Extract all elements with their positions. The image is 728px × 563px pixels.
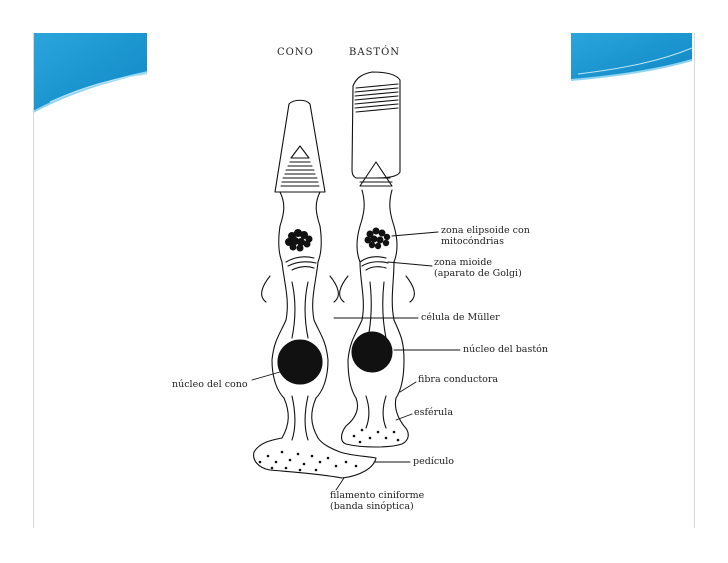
rod-spherule-vesicles [353,429,400,444]
label-ellipsoid-2: mitocóndrias [441,236,504,247]
label-ellipsoid: zona elipsoide con [441,225,530,236]
rod-mitochondria [365,228,391,250]
rod-cell [340,72,415,447]
cone-cell [254,100,376,478]
label-spherule: esférula [414,407,453,418]
label-myoid: zona mioide [434,257,493,268]
cone-header: CONO [277,47,314,58]
rod-header: BASTÓN [349,47,401,58]
label-myoid-2: (aparato de Golgi) [434,268,522,279]
label-muller: célula de Müller [421,312,500,323]
label-pedicle: pedículo [413,456,455,467]
label-filament: filamento ciniforme [330,490,425,501]
cone-pedicle-vesicles [259,451,358,472]
cone-nucleus [278,340,322,384]
label-fiber: fibra conductora [418,374,499,385]
label-rod-nucleus: núcleo del bastón [463,344,548,355]
rod-nucleus [352,332,392,372]
label-cone-nucleus: núcleo del cono [172,379,248,390]
label-filament-2: (banda sinóptica) [330,501,414,512]
cone-mitochondria [285,229,313,252]
